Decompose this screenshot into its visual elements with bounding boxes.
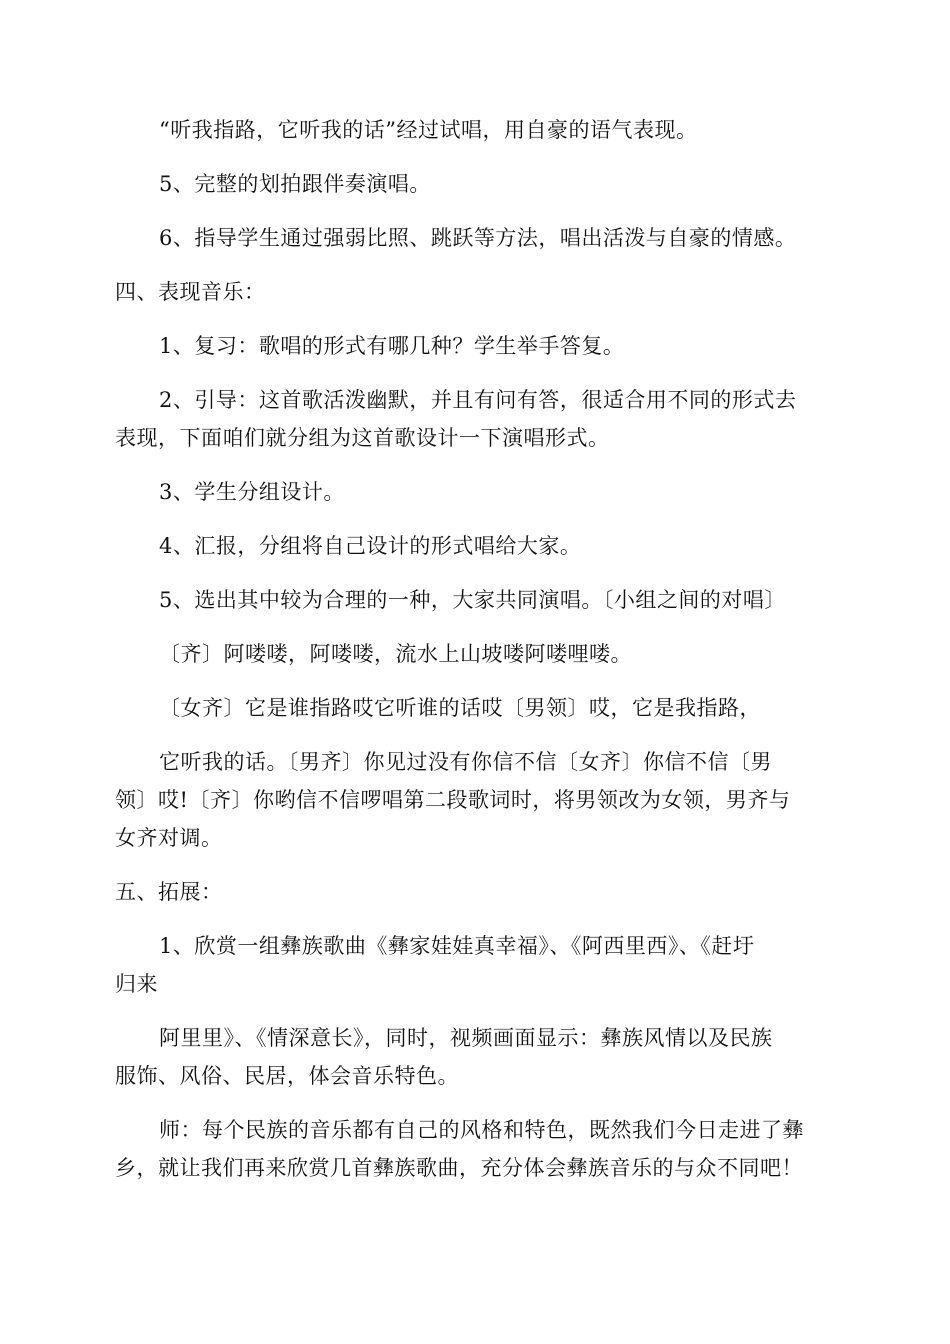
text-line: 服饰、风俗、民居，体会音乐特色。: [115, 1064, 459, 1088]
text-line: 归来: [115, 972, 158, 996]
text-line: 乡，就让我们再来欣赏几首彝族歌曲，充分体会彝族音乐的与众不同吧！: [115, 1156, 803, 1180]
text-line: 6、指导学生通过强弱比照、跳跃等方法，唱出活泼与自豪的情感。: [159, 226, 797, 250]
text-line: 5、完整的划拍跟伴奏演唱。: [159, 172, 431, 196]
text-line: 师：每个民族的音乐都有自己的风格和特色，既然我们今日走进了彝: [159, 1118, 804, 1142]
text-line: 2、引导：这首歌活泼幽默，并且有问有答，很适合用不同的形式去: [159, 388, 797, 412]
text-line: 阿里里》、《情深意长》，同时，视频画面显示：彝族风情以及民族: [159, 1026, 773, 1050]
text-line: 五、拓展：: [115, 880, 223, 904]
paragraph-5: [115, 327, 840, 365]
section-heading-4: [115, 273, 840, 311]
text-line: 3、学生分组设计。: [159, 480, 345, 504]
text-line: 〔女齐〕它是谁指路哎它听谁的话哎〔男领〕哎，它是我指路，: [159, 696, 761, 720]
paragraph-2: [115, 165, 840, 203]
paragraph-11: [115, 689, 840, 727]
paragraph-3: [115, 219, 840, 257]
paragraph-10: [115, 635, 840, 673]
text-line: 女齐对调。: [115, 826, 223, 850]
text-line: 1、复习：歌唱的形式有哪几种？学生举手答复。: [159, 334, 625, 358]
paragraph-6: [115, 381, 840, 457]
paragraph-7: [115, 473, 840, 511]
paragraph-16: [115, 1111, 840, 1187]
text-line: 4、汇报，分组将自己设计的形式唱给大家。: [159, 534, 582, 558]
section-heading-5: [115, 873, 840, 911]
text-line: 〔齐〕阿喽喽，阿喽喽，流水上山坡喽阿喽哩喽。: [159, 642, 632, 666]
paragraph-15: [115, 1019, 840, 1095]
paragraph-14: [115, 927, 840, 1003]
paragraph-8: [115, 527, 840, 565]
text-line: 5、选出其中较为合理的一种，大家共同演唱。〔小组之间的对唱〕: [159, 588, 786, 612]
paragraph-1: [115, 111, 840, 149]
text-line: “听我指路，它听我的话”经过试唱，用自豪的语气表现。: [159, 118, 698, 142]
paragraph-9: [115, 581, 840, 619]
text-line: 表现，下面咱们就分组为这首歌设计一下演唱形式。: [115, 426, 610, 450]
text-line: 四、表现音乐：: [115, 280, 266, 304]
paragraph-12: [115, 743, 840, 857]
text-line: 它听我的话。〔男齐〕你见过没有你信不信〔女齐〕你信不信〔男: [159, 750, 772, 774]
text-line: 领〕哎!〔齐〕你哟信不信啰唱第二段歌词时，将男领改为女领，男齐与: [115, 788, 791, 812]
text-line: 1、欣赏一组彝族歌曲《彝家娃娃真幸福》、《阿西里西》、《赶圩: [159, 934, 755, 958]
